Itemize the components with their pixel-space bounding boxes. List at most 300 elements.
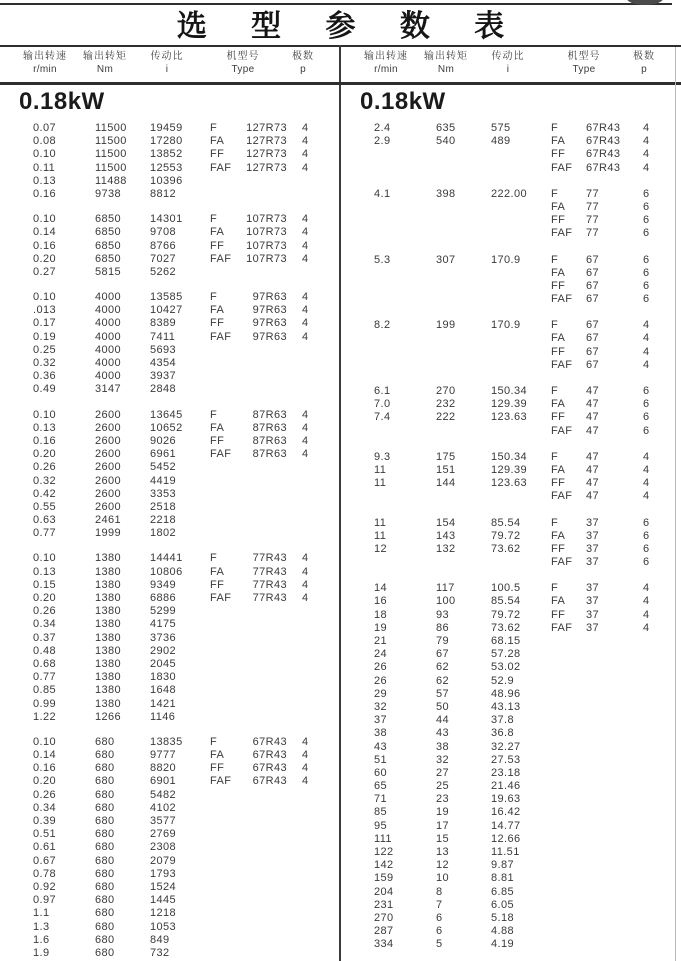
cell-type-model: 67R43 <box>252 762 287 775</box>
cell-type-prefix: FA <box>551 463 566 476</box>
cell-output-speed: 0.36 <box>33 370 57 383</box>
cell-output-speed <box>374 293 436 306</box>
cell-type-prefix: FA <box>551 398 566 411</box>
cell-output-torque: 57 <box>436 687 450 700</box>
cell-output-speed: 0.77 <box>33 671 57 684</box>
cell-type-prefix: FA <box>210 304 225 317</box>
cell-output-torque: 1380 <box>95 605 122 618</box>
cell-type-model: 47 <box>586 411 600 424</box>
cell-type-model: 37 <box>586 516 600 529</box>
table-row <box>0 579 340 592</box>
cell-type-model <box>586 714 639 727</box>
table-row <box>0 475 340 488</box>
cell-output-speed: 0.17 <box>33 317 57 330</box>
cell-type-prefix: F <box>210 408 218 421</box>
cell-type-model: 127R73 <box>246 135 287 148</box>
cell-output-torque: 143 <box>436 529 456 542</box>
cell-type-prefix: FF <box>210 317 225 330</box>
cell-type-prefix: FA <box>551 595 566 608</box>
cell-ratio: 14.77 <box>491 819 521 832</box>
cell-poles <box>298 658 318 671</box>
cell-ratio: 19.63 <box>491 793 521 806</box>
cell-output-speed: 7.4 <box>374 411 391 424</box>
cell-poles <box>298 357 318 370</box>
cell-ratio: 575 <box>491 122 511 134</box>
table-row <box>341 517 681 530</box>
cell-output-speed: 0.26 <box>33 605 57 618</box>
cell-type-prefix <box>210 658 245 671</box>
cell-output-torque: 79 <box>436 635 450 647</box>
cell-poles <box>639 846 659 859</box>
cell-type-prefix: F <box>210 552 218 565</box>
cell-output-speed: 0.99 <box>33 697 57 710</box>
cell-poles <box>298 527 318 540</box>
cell-ratio <box>491 201 551 214</box>
cell-ratio: 8766 <box>150 239 177 252</box>
table-row <box>0 514 340 527</box>
section-power-rating: 0.18kW <box>360 88 446 115</box>
cell-output-speed: 24 <box>374 648 388 661</box>
cell-ratio: 5.18 <box>491 911 515 924</box>
table-row <box>341 833 681 846</box>
cell-poles <box>298 266 318 279</box>
cell-ratio: 100.5 <box>491 582 521 595</box>
cell-output-speed: 0.26 <box>33 788 57 801</box>
table-row <box>341 675 681 688</box>
cell-type-prefix: F <box>551 122 559 134</box>
cell-output-speed: 11 <box>374 477 387 490</box>
cell-ratio: 170.9 <box>491 319 521 332</box>
cell-type-model: 37 <box>586 621 600 634</box>
cell-output-torque: 680 <box>95 788 115 801</box>
cell-output-torque: 5 <box>436 938 443 951</box>
cell-poles <box>298 605 318 618</box>
col-label: 输出转矩 <box>424 51 468 62</box>
cell-type-prefix <box>551 793 586 806</box>
cell-output-torque <box>436 201 491 214</box>
cell-type-prefix: F <box>210 291 218 304</box>
cell-type-prefix: FAF <box>210 161 232 174</box>
cell-type-prefix: FAF <box>210 592 232 604</box>
table-row <box>341 280 681 293</box>
cell-output-torque: 62 <box>436 661 450 674</box>
cell-poles: 4 <box>302 317 309 330</box>
cell-ratio: 8812 <box>150 187 177 200</box>
cell-type-prefix: F <box>551 516 559 529</box>
cell-type-prefix: FA <box>210 749 225 762</box>
cell-type-model <box>245 671 298 684</box>
cell-ratio: 9349 <box>150 578 177 591</box>
cell-output-torque: 11500 <box>95 135 127 148</box>
col-unit: Nm <box>96 64 114 75</box>
cell-output-torque: 4000 <box>95 343 122 356</box>
cell-poles: 4 <box>302 592 309 604</box>
cell-ratio: 5693 <box>150 343 177 356</box>
table-row <box>0 684 340 697</box>
cell-poles: 6 <box>643 516 650 529</box>
cell-poles <box>639 661 659 674</box>
cell-type-prefix: FA <box>551 332 566 345</box>
table-row <box>341 425 681 438</box>
cell-output-speed: 270 <box>374 911 394 924</box>
col-header-ratio <box>137 50 197 76</box>
cell-type-model: 87R63 <box>252 448 287 461</box>
col-header-type <box>213 50 273 76</box>
cell-type-model <box>245 527 298 540</box>
cell-poles: 4 <box>302 239 309 252</box>
table-row <box>0 448 340 461</box>
cell-output-speed: 0.34 <box>33 801 57 814</box>
cell-type-model: 77 <box>586 187 600 200</box>
cell-type-model: 107R73 <box>246 213 287 226</box>
table-row <box>341 793 681 806</box>
table-row <box>341 319 681 332</box>
cell-ratio: 32.27 <box>491 740 521 753</box>
cell-type-model: 37 <box>586 582 600 595</box>
table-row <box>341 398 681 411</box>
cell-type-prefix <box>551 833 586 846</box>
table-row <box>0 331 340 344</box>
cell-poles: 4 <box>302 330 309 343</box>
cell-output-torque: 5815 <box>95 265 122 278</box>
cell-output-torque <box>436 214 491 227</box>
cell-poles: 4 <box>302 304 309 317</box>
cell-poles <box>298 698 318 711</box>
cell-output-speed: 11 <box>374 529 387 542</box>
cell-type-prefix <box>551 701 586 714</box>
cell-output-torque: 680 <box>95 880 115 893</box>
cell-output-torque <box>436 332 491 345</box>
col-unit: p <box>300 64 306 75</box>
table-row <box>341 188 681 201</box>
cell-output-torque: 4000 <box>95 317 122 330</box>
cell-output-speed: 0.10 <box>33 148 57 161</box>
table-row <box>0 122 340 135</box>
cell-type-model <box>586 780 639 793</box>
cell-ratio <box>491 280 551 293</box>
cell-type-model <box>245 645 298 658</box>
table-row <box>341 477 681 490</box>
cell-output-torque: 132 <box>436 542 456 555</box>
cell-ratio: 12553 <box>150 161 183 174</box>
cell-poles: 6 <box>643 529 650 542</box>
cell-output-torque: 2600 <box>95 421 122 434</box>
cell-poles: 6 <box>643 200 650 213</box>
cell-output-torque: 2600 <box>95 434 122 447</box>
cell-poles: 4 <box>302 213 309 226</box>
cell-output-torque: 3147 <box>95 383 122 396</box>
cell-output-speed <box>374 332 436 345</box>
cell-ratio: 8.81 <box>491 872 515 885</box>
cell-type-prefix <box>551 806 586 819</box>
cell-ratio: 1524 <box>150 880 177 893</box>
cell-poles <box>298 684 318 697</box>
cell-type-prefix <box>210 514 245 527</box>
table-row <box>0 488 340 501</box>
cell-output-speed: 122 <box>374 846 394 858</box>
cell-type-model: 127R73 <box>246 148 287 161</box>
page-title: 选 型 参 数 表 <box>176 10 523 43</box>
cell-output-torque <box>436 425 491 438</box>
cell-type-prefix <box>210 370 245 383</box>
cell-output-speed: 0.10 <box>33 735 57 748</box>
cell-ratio: 68.15 <box>491 635 521 647</box>
cell-output-torque: 199 <box>436 319 456 332</box>
cell-type-model <box>586 899 639 912</box>
table-row <box>341 741 681 754</box>
cell-output-speed: 32 <box>374 700 388 713</box>
cell-output-torque: 15 <box>436 832 450 845</box>
cell-poles: 6 <box>643 556 650 569</box>
cell-type-model <box>586 859 639 872</box>
cell-poles <box>298 934 318 947</box>
cell-type-model <box>586 846 639 859</box>
ratio-group <box>0 122 340 201</box>
cell-output-speed <box>374 280 436 293</box>
cell-output-torque: 25 <box>436 780 450 793</box>
cell-output-speed: 0.68 <box>33 657 57 670</box>
table-row <box>341 899 681 912</box>
table-row <box>0 527 340 540</box>
cell-type-model: 37 <box>586 529 600 542</box>
cell-ratio: 222.00 <box>491 187 528 200</box>
cell-type-prefix <box>210 266 245 279</box>
cell-output-speed: 37 <box>374 714 388 727</box>
cell-output-speed: 0.85 <box>33 684 57 697</box>
cell-type-model <box>245 881 298 894</box>
cell-output-torque: 175 <box>436 450 456 463</box>
cell-type-prefix <box>210 815 245 828</box>
cell-ratio: 2079 <box>150 854 177 867</box>
cell-type-prefix <box>210 921 245 934</box>
cell-type-model: 67 <box>586 266 600 279</box>
cell-ratio: 4419 <box>150 474 177 487</box>
cell-output-torque: 680 <box>95 749 115 762</box>
cell-type-prefix: FA <box>210 226 225 239</box>
cell-ratio: 36.8 <box>491 727 515 740</box>
cell-type-model <box>245 514 298 527</box>
cell-output-torque: 1999 <box>95 527 122 540</box>
cell-output-torque: 12 <box>436 859 450 872</box>
table-row <box>0 344 340 357</box>
cell-type-prefix: FAF <box>551 556 573 569</box>
cell-output-speed: 0.08 <box>33 135 57 148</box>
cell-output-torque: 2600 <box>95 448 122 461</box>
col-label: 极数 <box>633 51 655 62</box>
cell-output-torque <box>436 346 491 359</box>
cell-output-torque: 1380 <box>95 578 122 591</box>
cell-type-model <box>586 872 639 885</box>
cell-poles <box>298 344 318 357</box>
cell-ratio: 13852 <box>150 148 183 161</box>
cell-poles: 6 <box>643 411 650 424</box>
table-row <box>341 622 681 635</box>
cell-type-model <box>245 802 298 815</box>
cell-type-prefix: FF <box>551 608 566 621</box>
table-row <box>341 490 681 503</box>
cell-ratio: 10806 <box>150 565 183 578</box>
cell-type-prefix <box>210 802 245 815</box>
col-unit: i <box>506 64 510 75</box>
cell-poles: 6 <box>643 293 650 306</box>
cell-type-model <box>245 175 298 188</box>
table-row <box>0 671 340 684</box>
cell-ratio: 4102 <box>150 801 177 814</box>
cell-output-torque <box>436 267 491 280</box>
cell-output-torque: 11500 <box>95 122 127 134</box>
cell-output-speed: 0.42 <box>33 487 57 500</box>
cell-output-torque: 11500 <box>95 148 127 161</box>
cell-type-model <box>245 266 298 279</box>
cell-ratio: 21.46 <box>491 780 521 793</box>
cell-type-model <box>245 868 298 881</box>
table-row <box>0 762 340 775</box>
cell-type-prefix: FF <box>551 345 566 358</box>
table-row <box>0 749 340 762</box>
cell-type-prefix: FA <box>551 529 566 542</box>
ratio-group <box>0 409 340 541</box>
cell-output-torque: 680 <box>95 735 115 748</box>
cell-poles <box>639 727 659 740</box>
cell-type-prefix <box>210 618 245 631</box>
cell-type-model: 67R43 <box>586 161 621 174</box>
cell-output-torque: 1380 <box>95 684 122 697</box>
cell-type-prefix <box>551 741 586 754</box>
cell-ratio: 129.39 <box>491 463 528 476</box>
cell-type-prefix <box>210 357 245 370</box>
cell-output-speed: 1.22 <box>33 710 57 723</box>
cell-type-model: 67 <box>586 319 600 332</box>
table-row <box>0 868 340 881</box>
cell-output-torque: 6 <box>436 911 443 924</box>
table-row <box>0 135 340 148</box>
cell-output-torque: 4000 <box>95 304 122 317</box>
cell-poles: 4 <box>302 749 309 762</box>
table-row <box>341 582 681 595</box>
cell-poles <box>298 802 318 815</box>
cell-poles <box>639 925 659 938</box>
cell-output-speed: 0.20 <box>33 775 57 788</box>
cell-type-model <box>586 648 639 661</box>
cell-output-torque: 680 <box>95 907 115 920</box>
cell-output-torque: 1380 <box>95 671 122 684</box>
cell-ratio: 8389 <box>150 317 177 330</box>
col-label: 机型号 <box>226 51 260 62</box>
cell-type-model: 67R43 <box>252 735 287 748</box>
table-row <box>0 658 340 671</box>
table-row <box>0 291 340 304</box>
cell-type-model: 67 <box>586 345 600 358</box>
cell-poles <box>639 648 659 661</box>
cell-output-torque: 398 <box>436 187 456 200</box>
cell-type-prefix: FF <box>210 239 225 252</box>
cell-output-torque <box>436 162 491 175</box>
cell-type-prefix <box>210 605 245 618</box>
cell-type-prefix <box>210 855 245 868</box>
cell-type-prefix <box>210 488 245 501</box>
cell-output-speed <box>374 346 436 359</box>
cell-type-prefix: F <box>210 735 218 748</box>
cell-poles <box>298 815 318 828</box>
cell-type-model: 67 <box>586 293 600 306</box>
cell-poles <box>639 780 659 793</box>
cell-type-model <box>245 475 298 488</box>
cell-output-speed: 0.11 <box>33 161 56 174</box>
cell-output-speed: 0.16 <box>33 434 57 447</box>
cell-ratio: 170.9 <box>491 253 521 266</box>
cell-ratio: 9708 <box>150 226 177 239</box>
cell-ratio: 9026 <box>150 434 177 447</box>
cell-output-torque: 635 <box>436 122 456 134</box>
cell-poles: 4 <box>302 762 309 775</box>
cell-output-speed <box>374 227 436 240</box>
cell-ratio: 14301 <box>150 213 183 226</box>
cell-type-prefix: F <box>210 122 218 134</box>
cell-type-model: 77R43 <box>252 592 287 604</box>
cell-type-prefix: FAF <box>210 775 232 788</box>
cell-output-speed: 11 <box>374 463 387 476</box>
cell-type-prefix: FAF <box>551 490 573 503</box>
cell-output-speed: 0.51 <box>33 828 57 841</box>
cell-output-torque: 2600 <box>95 474 122 487</box>
cell-type-prefix <box>551 820 586 833</box>
cell-type-model <box>586 820 639 833</box>
cell-ratio: 1053 <box>150 920 177 933</box>
cell-output-torque: 11500 <box>95 161 127 174</box>
cell-ratio <box>491 162 551 175</box>
cell-ratio: 2218 <box>150 514 177 527</box>
cell-type-prefix: F <box>551 187 559 200</box>
table-row <box>341 727 681 740</box>
cell-poles: 4 <box>302 421 309 434</box>
table-row <box>0 304 340 317</box>
cell-type-prefix: FF <box>551 542 566 555</box>
table-row <box>341 767 681 780</box>
top-rule <box>0 3 672 5</box>
cell-output-speed: 26 <box>374 661 388 674</box>
cell-ratio: 123.63 <box>491 477 528 490</box>
cell-type-prefix: FF <box>210 578 225 591</box>
cell-ratio: 12.66 <box>491 832 521 845</box>
cell-poles: 4 <box>302 122 309 134</box>
cell-poles <box>298 841 318 854</box>
cell-ratio: 14441 <box>150 552 183 565</box>
cell-type-model: 67 <box>586 358 600 371</box>
cell-type-model <box>586 806 639 819</box>
cell-output-torque: 27 <box>436 766 450 779</box>
col-label: 输出转速 <box>364 51 408 62</box>
cell-output-torque: 151 <box>436 463 456 476</box>
cell-poles: 6 <box>643 424 650 437</box>
cell-type-model: 127R73 <box>246 161 287 174</box>
cell-type-model <box>586 635 639 648</box>
cell-poles <box>639 793 659 806</box>
cell-output-torque: 1380 <box>95 565 122 578</box>
cell-ratio: 10427 <box>150 304 183 317</box>
cell-output-speed: 38 <box>374 727 388 740</box>
cell-output-speed: 0.16 <box>33 239 57 252</box>
cell-type-prefix: FAF <box>551 227 573 240</box>
cell-output-speed: 0.32 <box>33 474 57 487</box>
cell-output-torque: 117 <box>436 582 455 595</box>
cell-poles: 6 <box>643 253 650 266</box>
cell-type-model <box>586 833 639 846</box>
cell-poles: 4 <box>302 408 309 421</box>
cell-type-prefix <box>551 938 586 951</box>
cell-type-model <box>245 461 298 474</box>
cell-output-speed: 0.34 <box>33 618 57 631</box>
cell-output-speed: 0.16 <box>33 762 57 775</box>
